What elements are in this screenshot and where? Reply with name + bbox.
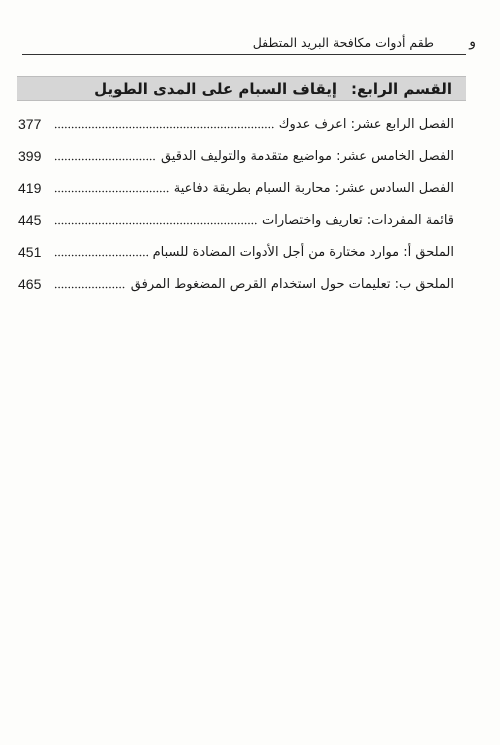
toc-entry-page: 465 [18, 276, 42, 292]
section-title: إيقاف السبام على المدى الطويل [94, 80, 338, 98]
dot-leader [54, 119, 274, 129]
header-divider [22, 54, 466, 55]
toc-entry-page: 399 [18, 148, 42, 164]
toc-entry-title: الفصل السادس عشر: محاربة السبام بطريقة دفاعية [173, 181, 454, 196]
toc-entry-title: قائمة المفردات: تعاريف واختصارات [262, 213, 454, 228]
book-title: طقم أدوات مكافحة البريد المتطفل [252, 35, 434, 50]
dot-leader [54, 215, 257, 225]
section-number: القسم الرابع: [351, 80, 452, 98]
toc-entry-title: الفصل الخامس عشر: مواضيع متقدمة والتوليف الدقيق [160, 149, 454, 164]
dot-leader [54, 279, 126, 289]
toc-entry[interactable] [18, 112, 454, 132]
toc-entry[interactable] [18, 208, 454, 228]
toc-entry-page: 377 [18, 116, 42, 132]
toc-entry-page: 419 [18, 180, 42, 196]
toc-entry-page: 445 [18, 212, 42, 228]
toc-entry-page: 451 [18, 244, 42, 260]
section-heading [17, 76, 466, 101]
toc-entry[interactable] [18, 240, 454, 260]
toc-entry[interactable] [18, 176, 454, 196]
page-letter: و [469, 34, 476, 50]
dot-leader [54, 183, 169, 193]
dot-leader [54, 151, 156, 161]
toc-entry-title: الملحق أ: موارد مختارة من أجل الأدوات المضادة للسبام [152, 245, 454, 260]
toc-entry-title: الفصل الرابع عشر: اعرف عدوك [278, 117, 454, 132]
toc-entry-title: الملحق ب: تعليمات حول استخدام القرص المضغوط المرفق [130, 277, 454, 292]
running-header [22, 34, 476, 54]
toc-entry[interactable] [18, 272, 454, 292]
toc-entry[interactable] [18, 144, 454, 164]
dot-leader [54, 247, 148, 257]
